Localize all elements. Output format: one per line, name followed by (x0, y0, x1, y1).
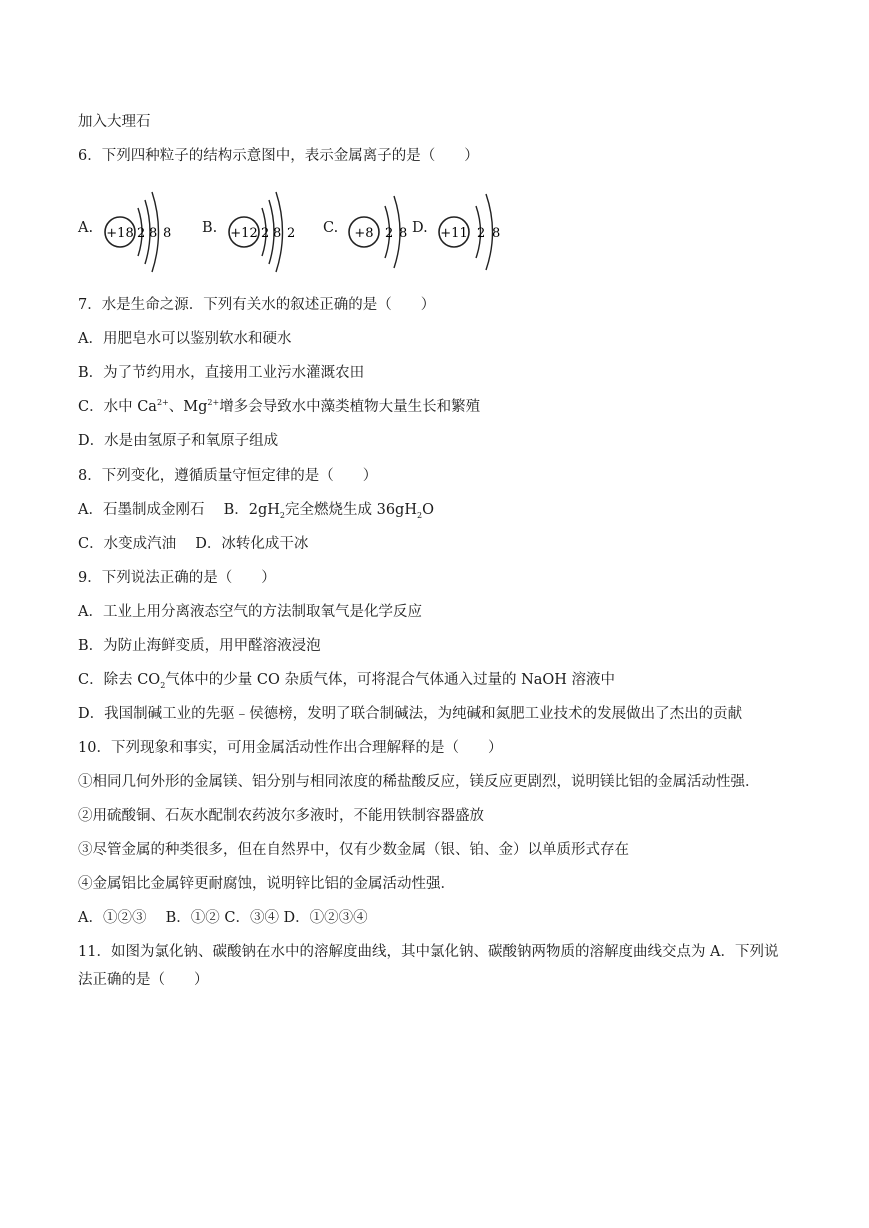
question-7: 7．水是生命之源．下列有关水的叙述正确的是（ ） (78, 297, 436, 313)
nucleus-charge: +11 (440, 226, 468, 241)
question-7-option-a: A．用肥皂水可以鉴别软水和硬水 (78, 331, 292, 347)
shell-electrons: 2 (137, 226, 146, 241)
question-10-statement-4: ④金属铝比金属锌更耐腐蚀，说明锌比铝的金属活动性强． (78, 876, 455, 892)
shell-electrons: 2 (385, 226, 394, 241)
option-d-label: D. (412, 220, 428, 236)
question-8-options-ab: A．石墨制成金刚石 B．$2gH_2$完全燃烧生成 $36gH_2O$ (78, 502, 434, 520)
shell-electrons: 8 (163, 226, 172, 241)
shell-electrons: 2 (477, 226, 486, 241)
question-11: 11．如图为氯化钠、碳酸钠在水中的溶解度曲线，其中氯化钠、碳酸钠两物质的溶解度曲线交点为 A．下列说法正确的是（ ） (78, 944, 779, 988)
question-7-option-b: B．为了节约用水，直接用工业污水灌溉农田 (78, 365, 365, 381)
continuation-text: 加入大理石 (78, 114, 151, 130)
question-10: 10．下列现象和事实，可用金属活动性作出合理解释的是（ ） (78, 740, 503, 756)
question-9-option-b: B．为防止海鲜变质，用甲醛溶液浸泡 (78, 638, 321, 654)
question-10-statement-1: ①相同几何外形的金属镁、铝分别与相同浓度的稀盐酸反应，镁反应更剧烈，说明镁比铝的金属活动性强． (78, 774, 760, 790)
atom-diagram-c (344, 178, 419, 278)
atom-diagram-b (224, 178, 309, 278)
question-8-options-cd: C．水变成汽油 D．冰转化成干冰 (78, 536, 309, 552)
option-b-label: B. (202, 220, 218, 236)
question-7-option-c: C．水中 $Ca^{2+}$、$Mg^{2+}$增多会导致水中藻类植物大量生长和繁殖 (78, 398, 481, 415)
question-6: 6．下列四种粒子的结构示意图中，表示金属离子的是（ ） (78, 148, 479, 164)
nucleus-charge: +18 (106, 226, 134, 241)
question-8: 8．下列变化，遵循质量守恒定律的是（ ） (78, 468, 378, 484)
question-9-option-a: A．工业上用分离液态空气的方法制取氧气是化学反应 (78, 604, 422, 620)
nucleus-charge: +12 (230, 226, 258, 241)
shell-electrons: 8 (399, 226, 408, 241)
question-9-option-d: D．我国制碱工业的先驱﹣侯德榜，发明了联合制碱法，为纯碱和氮肥工业技术的发展做出了杰出的贡献 (78, 706, 743, 722)
atom-diagram-a (100, 178, 185, 278)
question-9: 9．下列说法正确的是（ ） (78, 570, 276, 586)
question-9-option-c: C．除去 $CO_2$气体中的少量 CO 杂质气体，可将混合气体通入过量的 NaOH 溶液中 (78, 672, 616, 690)
atom-diagram-d (434, 178, 514, 278)
question-10-statement-2: ②用硫酸铜、石灰水配制农药波尔多液时，不能用铁制容器盛放 (78, 808, 484, 824)
option-a-label: A. (78, 220, 94, 236)
shell-electrons: 2 (261, 226, 270, 241)
shell-electrons: 8 (149, 226, 158, 241)
shell-electrons: 8 (273, 226, 282, 241)
question-10-options: A．①②③ B．①② C．③④ D．①②③④ (78, 910, 368, 926)
nucleus-charge: +8 (354, 226, 374, 241)
question-10-statement-3: ③尽管金属的种类很多，但在自然界中，仅有少数金属（银、铂、金）以单质形式存在 (78, 842, 629, 858)
atom-structure-diagrams (78, 178, 518, 278)
option-c-label: C. (323, 220, 339, 236)
shell-electrons: 2 (287, 226, 296, 241)
shell-electrons: 8 (492, 226, 501, 241)
question-7-option-d: D．水是由氢原子和氧原子组成 (78, 433, 279, 449)
